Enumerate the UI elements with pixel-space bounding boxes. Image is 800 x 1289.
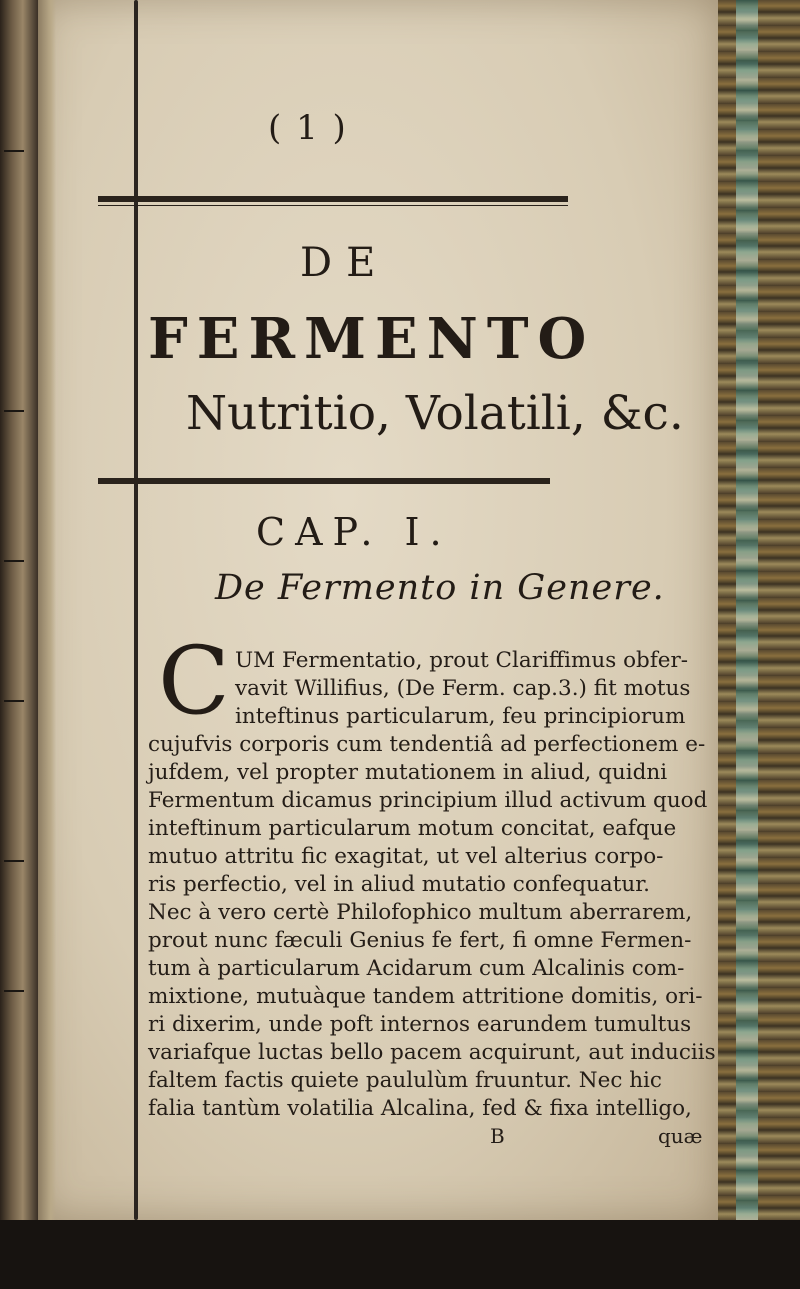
signature-mark: B <box>490 1124 505 1148</box>
chapter-heading: De Fermento in Genere. <box>215 568 665 608</box>
text-line: jufdem, vel propter mutationem in aliud, quidni <box>148 760 668 785</box>
catchword: quæ <box>658 1124 703 1148</box>
text-line: ri dixerim, unde poft internos earundem tumultus <box>148 1012 692 1037</box>
text-line: tum à particularum Acidarum cum Alcalinis com- <box>148 956 685 981</box>
text-line: Nec à vero certè Philofophico multum aberrarem, <box>148 900 693 925</box>
page-subtitle: Nutritio, Volatili, &c. <box>186 386 684 441</box>
page-number: ( 1 ) <box>268 108 348 148</box>
chapter-label: CAP. I. <box>256 510 452 554</box>
vertical-margin-rule <box>134 0 138 1220</box>
text-line: vavit Willifius, (De Ferm. cap.3.) fit motus <box>235 676 691 701</box>
text-line: faltem factis quiete paululùm fruuntur. Nec hic <box>148 1068 662 1093</box>
top-rule <box>98 196 568 202</box>
text-line: inteftinus particularum, feu principiorum <box>235 704 686 729</box>
text-line: mutuo attritu fic exagitat, ut vel alterius corpo- <box>148 844 664 869</box>
text-line: mixtione, mutuàque tandem attritione domitis, ori- <box>148 984 703 1009</box>
page-gutter <box>38 0 56 1220</box>
book-page <box>38 0 718 1220</box>
text-line: Fermentum dicamus principium illud activum quod <box>148 788 708 813</box>
text-line: prout nunc fæculi Genius fe fert, fi omne Fermen- <box>148 928 692 953</box>
text-line: inteftinum particularum motum concitat, eafque <box>148 816 677 841</box>
drop-cap: C <box>158 627 230 736</box>
text-line: falia tantùm volatilia Alcalina, fed & fixa intelligo, <box>148 1096 692 1121</box>
dark-background <box>0 1220 800 1289</box>
text-line: UM Fermentatio, prout Clariffimus obfer- <box>235 648 689 673</box>
text-line: ris perfectio, vel in aliud mutatio confequatur. <box>148 872 650 897</box>
text-line: variafque luctas bello pacem acquirunt, aut induciis <box>148 1040 716 1065</box>
page-title: FERMENTO <box>148 306 596 372</box>
text-line: cujufvis corporis cum tendentiâ ad perfectionem e- <box>148 732 706 757</box>
adjacent-book-spine <box>718 0 800 1220</box>
title-prefix: DE <box>300 240 390 286</box>
title-rule <box>98 478 550 484</box>
left-page-edge <box>0 0 38 1289</box>
top-rule-thin <box>98 205 568 206</box>
